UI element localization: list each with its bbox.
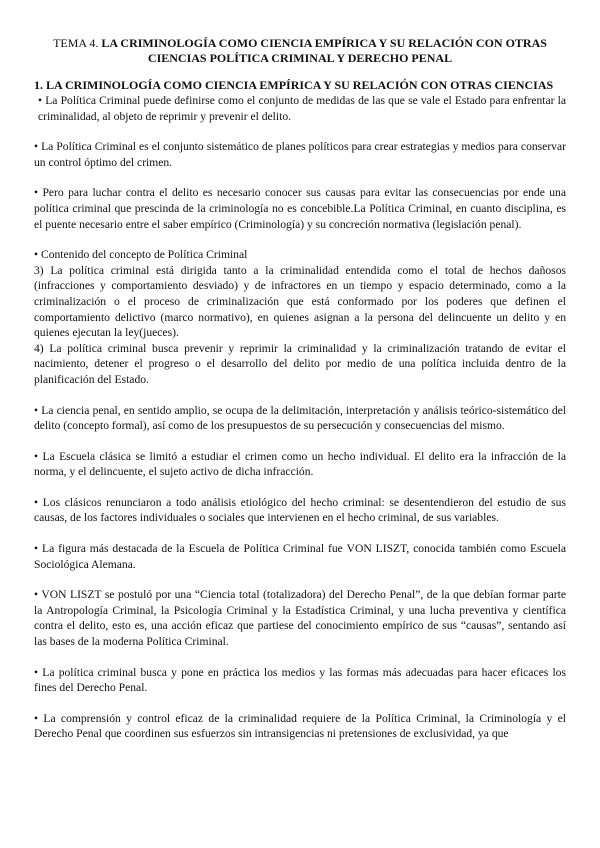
title-prefix: TEMA 4. — [53, 36, 99, 50]
paragraph: • La ciencia penal, en sentido amplio, se ocupa de la delimitación, interpretación y análisis teórico-sistemático del delito (concepto formal), así como de los presupuestos de su persecución y consecuencias del mismo. — [34, 403, 566, 433]
paragraph: • La política criminal busca y pone en práctica los medios y las formas más adecuadas para hacer eficaces los fines del Derecho Penal. — [34, 665, 566, 695]
paragraph: • La figura más destacada de la Escuela de Política Criminal fue VON LISZT, conocida también como Escuela Sociológica Alemana. — [34, 542, 566, 571]
paragraph: • La comprensión y control eficaz de la criminalidad requiere de la Política Criminal, la Criminología y el Derecho Penal que coordinen sus esfuerzos sin intransigencias ni pretensiones de exclusividad, ya que — [34, 711, 566, 741]
paragraph: • Los clásicos renunciaron a todo análisis etiológico del hecho criminal: se desentendieron del estudio de sus causas, de los factores individuales o sociales que intervienen en el hecho criminal, de sus variables. — [34, 495, 566, 525]
paragraph: • La Política Criminal es el conjunto sistemático de planes políticos para crear estrategias y medios para conservar un control óptimo del crimen. — [34, 140, 566, 169]
paragraph: • VON LISZT se postuló por una “Ciencia total (totalizadora) del Derecho Penal”, de la que debían formar parte la Antropología Criminal, la Psicología Criminal y la Estadística Criminal, y una lucha preventiva y científica contra el delito, esto es, una acción eficaz que partiese del conocimiento empírico de sus “causas”, sentando así las bases de la moderna Política Criminal. — [34, 588, 566, 649]
paragraph: • La Política Criminal puede definirse como el conjunto de medidas de las que se vale el Estado para enfrentar la criminalidad, al objeto de reprimir y prevenir el delito. — [38, 94, 566, 123]
paragraph: • Contenido del concepto de Política Criminal — [34, 248, 248, 262]
title-main: LA CRIMINOLOGÍA COMO CIENCIA EMPÍRICA Y SU RELACIÓN CON OTRAS CIENCIAS POLÍTICA CRIMINAL Y DERECHO PENAL — [101, 36, 547, 65]
paragraph: 4) La política criminal busca prevenir y reprimir la criminalidad y la criminalización tratando de evitar el nacimiento, detener el progreso o el desarrollo del delito por medio de una política incluida dentro de la planificación del Estado. — [34, 341, 566, 386]
paragraph: • La Escuela clásica se limitó a estudiar el crimen como un hecho individual. El delito era la infracción de la norma, y el delincuente, el sujeto activo de dicha infracción. — [34, 449, 566, 479]
paragraph: • Pero para luchar contra el delito es necesario conocer sus causas para evitar las consecuencias por ende una política criminal que prescinda de la criminología no es concebible.La Política Criminal, en cuanto disciplina, es el puente necesario entre el saber empírico (Criminología) y su concreción normativa (legislación penal). — [34, 186, 566, 231]
section-heading: 1. LA CRIMINOLOGÍA COMO CIENCIA EMPÍRICA Y SU RELACIÓN CON OTRAS CIENCIAS — [34, 78, 554, 92]
document-title — [34, 36, 566, 66]
paragraph: 3) La política criminal está dirigida tanto a la criminalidad entendida como el total de hechos dañosos (infracciones y comportamiento desviado) y de infractores en un tiempo y espacio determinado, como a la criminalización o el proceso de criminalización que está conformado por los poderes que definen el comportamiento delictivo (marco normativo), en quienes asignan a la persona del delincuente un delito y en quienes ejecutan la ley(jueces). — [34, 263, 566, 340]
